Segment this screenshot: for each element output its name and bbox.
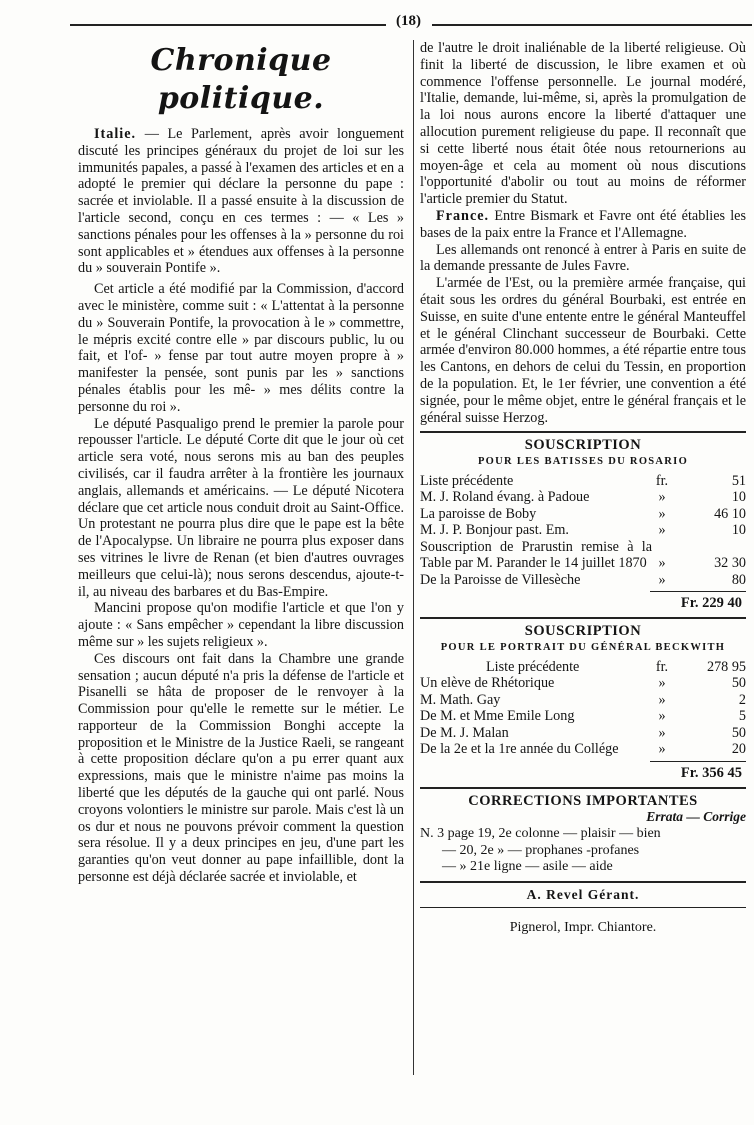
subscription-beckwith — [420, 623, 746, 781]
total-rule — [650, 591, 746, 592]
country-heading-france: France. — [436, 207, 490, 224]
table-row — [420, 675, 746, 692]
paragraph: Mancini propose qu'on modifie l'article et que l'on y ajoute : « Sans empêcher » cependant la libre discussion même sur » les sujets religieux ». — [78, 600, 404, 650]
page-number: (18) — [396, 13, 421, 29]
mark: » — [658, 691, 666, 708]
subscription-title: SOUSCRIPTION — [524, 437, 642, 454]
correction-line: — 20, 2e » — prophanes -profanes — [442, 842, 640, 858]
page-header — [70, 12, 754, 32]
subscription-total: Fr. 229 40 — [680, 595, 742, 612]
donor: Liste précédente — [486, 658, 580, 675]
donor: Liste précédente — [420, 472, 514, 489]
table-row — [420, 506, 746, 523]
donor: De la Paroisse de Villesèche — [420, 571, 581, 588]
amount: 5 — [738, 708, 746, 725]
subscription-title: SOUSCRIPTION — [524, 623, 642, 640]
table-row — [420, 572, 746, 589]
donor: M. Math. Gay — [420, 691, 501, 708]
subscription-table — [420, 659, 746, 758]
amount: 278 95 — [706, 658, 746, 675]
amount: 2 — [738, 691, 746, 708]
amount: 20 — [731, 741, 746, 758]
total-rule — [650, 761, 746, 762]
right-column — [420, 40, 746, 936]
amount: 32 30 — [714, 555, 746, 572]
header-rule-right — [432, 24, 752, 26]
left-column — [78, 40, 404, 886]
table-row — [420, 741, 746, 758]
mark: » — [658, 505, 666, 522]
donor: Un elève de Rhétorique — [420, 675, 555, 692]
donor: De la 2e et la 1re année du Collége — [420, 741, 619, 758]
correction-line: — » 21e ligne — asile — aide — [442, 859, 613, 875]
amount: 50 — [731, 724, 746, 741]
paragraph — [420, 208, 746, 242]
table-row — [420, 708, 746, 725]
mark: » — [658, 724, 666, 741]
gerant-signature: A. Revel Gérant. — [526, 886, 640, 902]
errata-heading: Errata — Corrige — [646, 809, 746, 825]
section-separator — [420, 881, 746, 883]
table-row — [420, 725, 746, 742]
subscription-table — [420, 473, 746, 589]
donor: M. J. Roland évang. à Padoue — [420, 489, 590, 506]
mark: » — [658, 708, 666, 725]
header-rule-left — [70, 24, 386, 26]
subscription-subtitle: POUR LES BATISSES DU ROSARIO — [477, 456, 689, 468]
amount: 10 — [731, 522, 746, 539]
table-row — [420, 692, 746, 709]
paragraph — [78, 126, 404, 277]
printer-line: Pignerol, Impr. Chiantore. — [509, 919, 657, 935]
amount: 80 — [731, 571, 746, 588]
section-separator — [420, 617, 746, 619]
paragraph: Cet article a été modifié par la Commission, d'accord avec le ministère, comme suit : « L'attentat à la personne du » Souverain Pontife, la provocation à le » commettre, le mépris excité contre elle » par discours public, lu ou fait, et l'of- » fense par tout autre moyen propre à » manifester la pensée, sont punis par les » sanctions pénales établis pour les mê- » mes délits contre la personne du roi ». — [78, 281, 404, 415]
mark: » — [658, 741, 666, 758]
donor: La paroisse de Boby — [420, 505, 537, 522]
corrections-box — [420, 793, 746, 876]
subscription-rosario — [420, 437, 746, 612]
paragraph: Les allemands ont renoncé à entrer à Paris en suite de la demande pressante de Jules Favre. — [420, 241, 746, 275]
donor: De M. J. Malan — [420, 724, 509, 741]
correction-line: N. 3 page 19, 2e colonne — plaisir — bien — [420, 826, 661, 842]
paragraph: de l'autre le droit inaliénable de la liberté religieuse. Où finit la liberté de discussion, le libre examen et où commence l'offense personnelle. Le journal modéré, l'Italie, demande, lui-même, si, après la promulgation de la loi nous aurons encore la liberté d'attaquer une allocution purement religieuse du pape. Il reconnaît que si cette liberté nous était ôtée nous retournerions au moyen-âge et cela au moment où nous discutions l'opportunité d'abolir ou tout au moins de réformer l'article premier du Statut. — [420, 40, 746, 208]
donor: M. J. P. Bonjour past. Em. — [420, 522, 569, 539]
paragraph: L'armée de l'Est, ou la première armée française, qui était sous les ordres du général Bourbaki, est entrée en Suisse, en suite d'une entente entre le général Manteuffel et le général Clinchant successeur de Bourbaki. Cette armée d'environ 80.000 hommes, a été répartie entre tous les Cantons, en dehors de celui du Tessin, en proportion de la population. Et, le 1er février, une convention a été signée, pour le même objet, entre le général français et le général suisse Herzog. — [420, 275, 746, 426]
donor: De M. et Mme Emile Long — [420, 708, 575, 725]
table-row — [420, 659, 746, 676]
mark: » — [658, 522, 666, 539]
amount: 50 — [731, 675, 746, 692]
mark: » — [658, 489, 666, 506]
amount: 10 — [731, 489, 746, 506]
section-separator-thin — [420, 907, 746, 908]
section-separator — [420, 431, 746, 433]
corrections-title: CORRECTIONS IMPORTANTES — [468, 792, 698, 809]
table-row — [420, 539, 746, 572]
mark: » — [658, 571, 666, 588]
subscription-subtitle: POUR LE PORTRAIT DU GÉNÉRAL BECKWITH — [440, 642, 726, 654]
mark: fr. — [655, 658, 669, 675]
table-row — [420, 489, 746, 506]
table-row — [420, 522, 746, 539]
country-heading-italie: Italie. — [94, 126, 137, 142]
mark: » — [658, 555, 666, 572]
amount: 46 10 — [714, 505, 746, 522]
mark: » — [658, 675, 666, 692]
paragraph-text: — Le Parlement, après avoir longuement discuté les principes généraux du projet de loi sur les immunités papales, a passé à l'examen des articles et en a adopté le premier qui déclare la personne du pape : sacrée et inviolable. Il a passé ensuite à la discussion de l'article second, conçu en ces termes : — « Les » sanctions pénales pour les offenses à la » personne du roi sont applicables et » étendues aux offenses à la personne du » souverain Pontife ». — [78, 126, 404, 277]
subscription-total: Fr. 356 45 — [680, 764, 742, 781]
table-row — [420, 473, 746, 490]
amount: 51 — [731, 472, 746, 489]
mark: fr. — [655, 472, 669, 489]
section-title: Chronique politique. — [150, 43, 332, 116]
paragraph: Le député Pasqualigo prend le premier la parole pour repousser l'article. Le député Corte dit que le jour où cet article sera voté, nous serons mis au ban des peuples civilisés, car il faudra arrêter à la frontière les journaux anglais, allemands et américains. — Le député Nicotera déclare que cet article nous conduit droit au Saint-Office. Un protestant ne pourra plus dire que le pape est la bête de l'Apocalypse. Un libraire ne pourra plus exposer dans ses vitrines le livre de Renan (et bien d'autres ouvrages meilleurs que celui-là); nous serons descendus, ajoute-t-il, au niveau des barbares et du Bas-Empire. — [78, 415, 404, 600]
column-divider — [413, 40, 414, 1075]
paragraph-text: Entre Bismark et Favre ont été établies les bases de la paix entre la France et l'Allemagne. — [420, 207, 746, 241]
donor: Souscription de Prarustin remise à la Table par M. Parander le 14 juillet 1870 — [420, 538, 652, 572]
paragraph: Ces discours ont fait dans la Chambre une grande sensation ; aucun député n'a pris la défense de l'article et Pisanelli se hâta de proposer de le renvoyer à la Commission pour qu'elle le remette sur le métier. Le rapporteur de la Commission Bonghi accepte la proposition et le Ministre de la Justice Raeli, se rangeant à cette proposition déclare qu'on a pu errer quant aux expressions, mais que le ministre n'aime pas moins la liberté que les députés de la gauche qui ont parlé. Nous croyons volontiers le ministre sur parole. Mais c'est là un os dur et nous ne pouvons prévoir comment la question sera résolue. Il y a deux principes en jeu, d'une part les garanties qu'on veut donner au pape infaillible, dont la personne est déjà déclarée sacrée et inviolable, et — [78, 650, 404, 886]
section-separator — [420, 787, 746, 789]
